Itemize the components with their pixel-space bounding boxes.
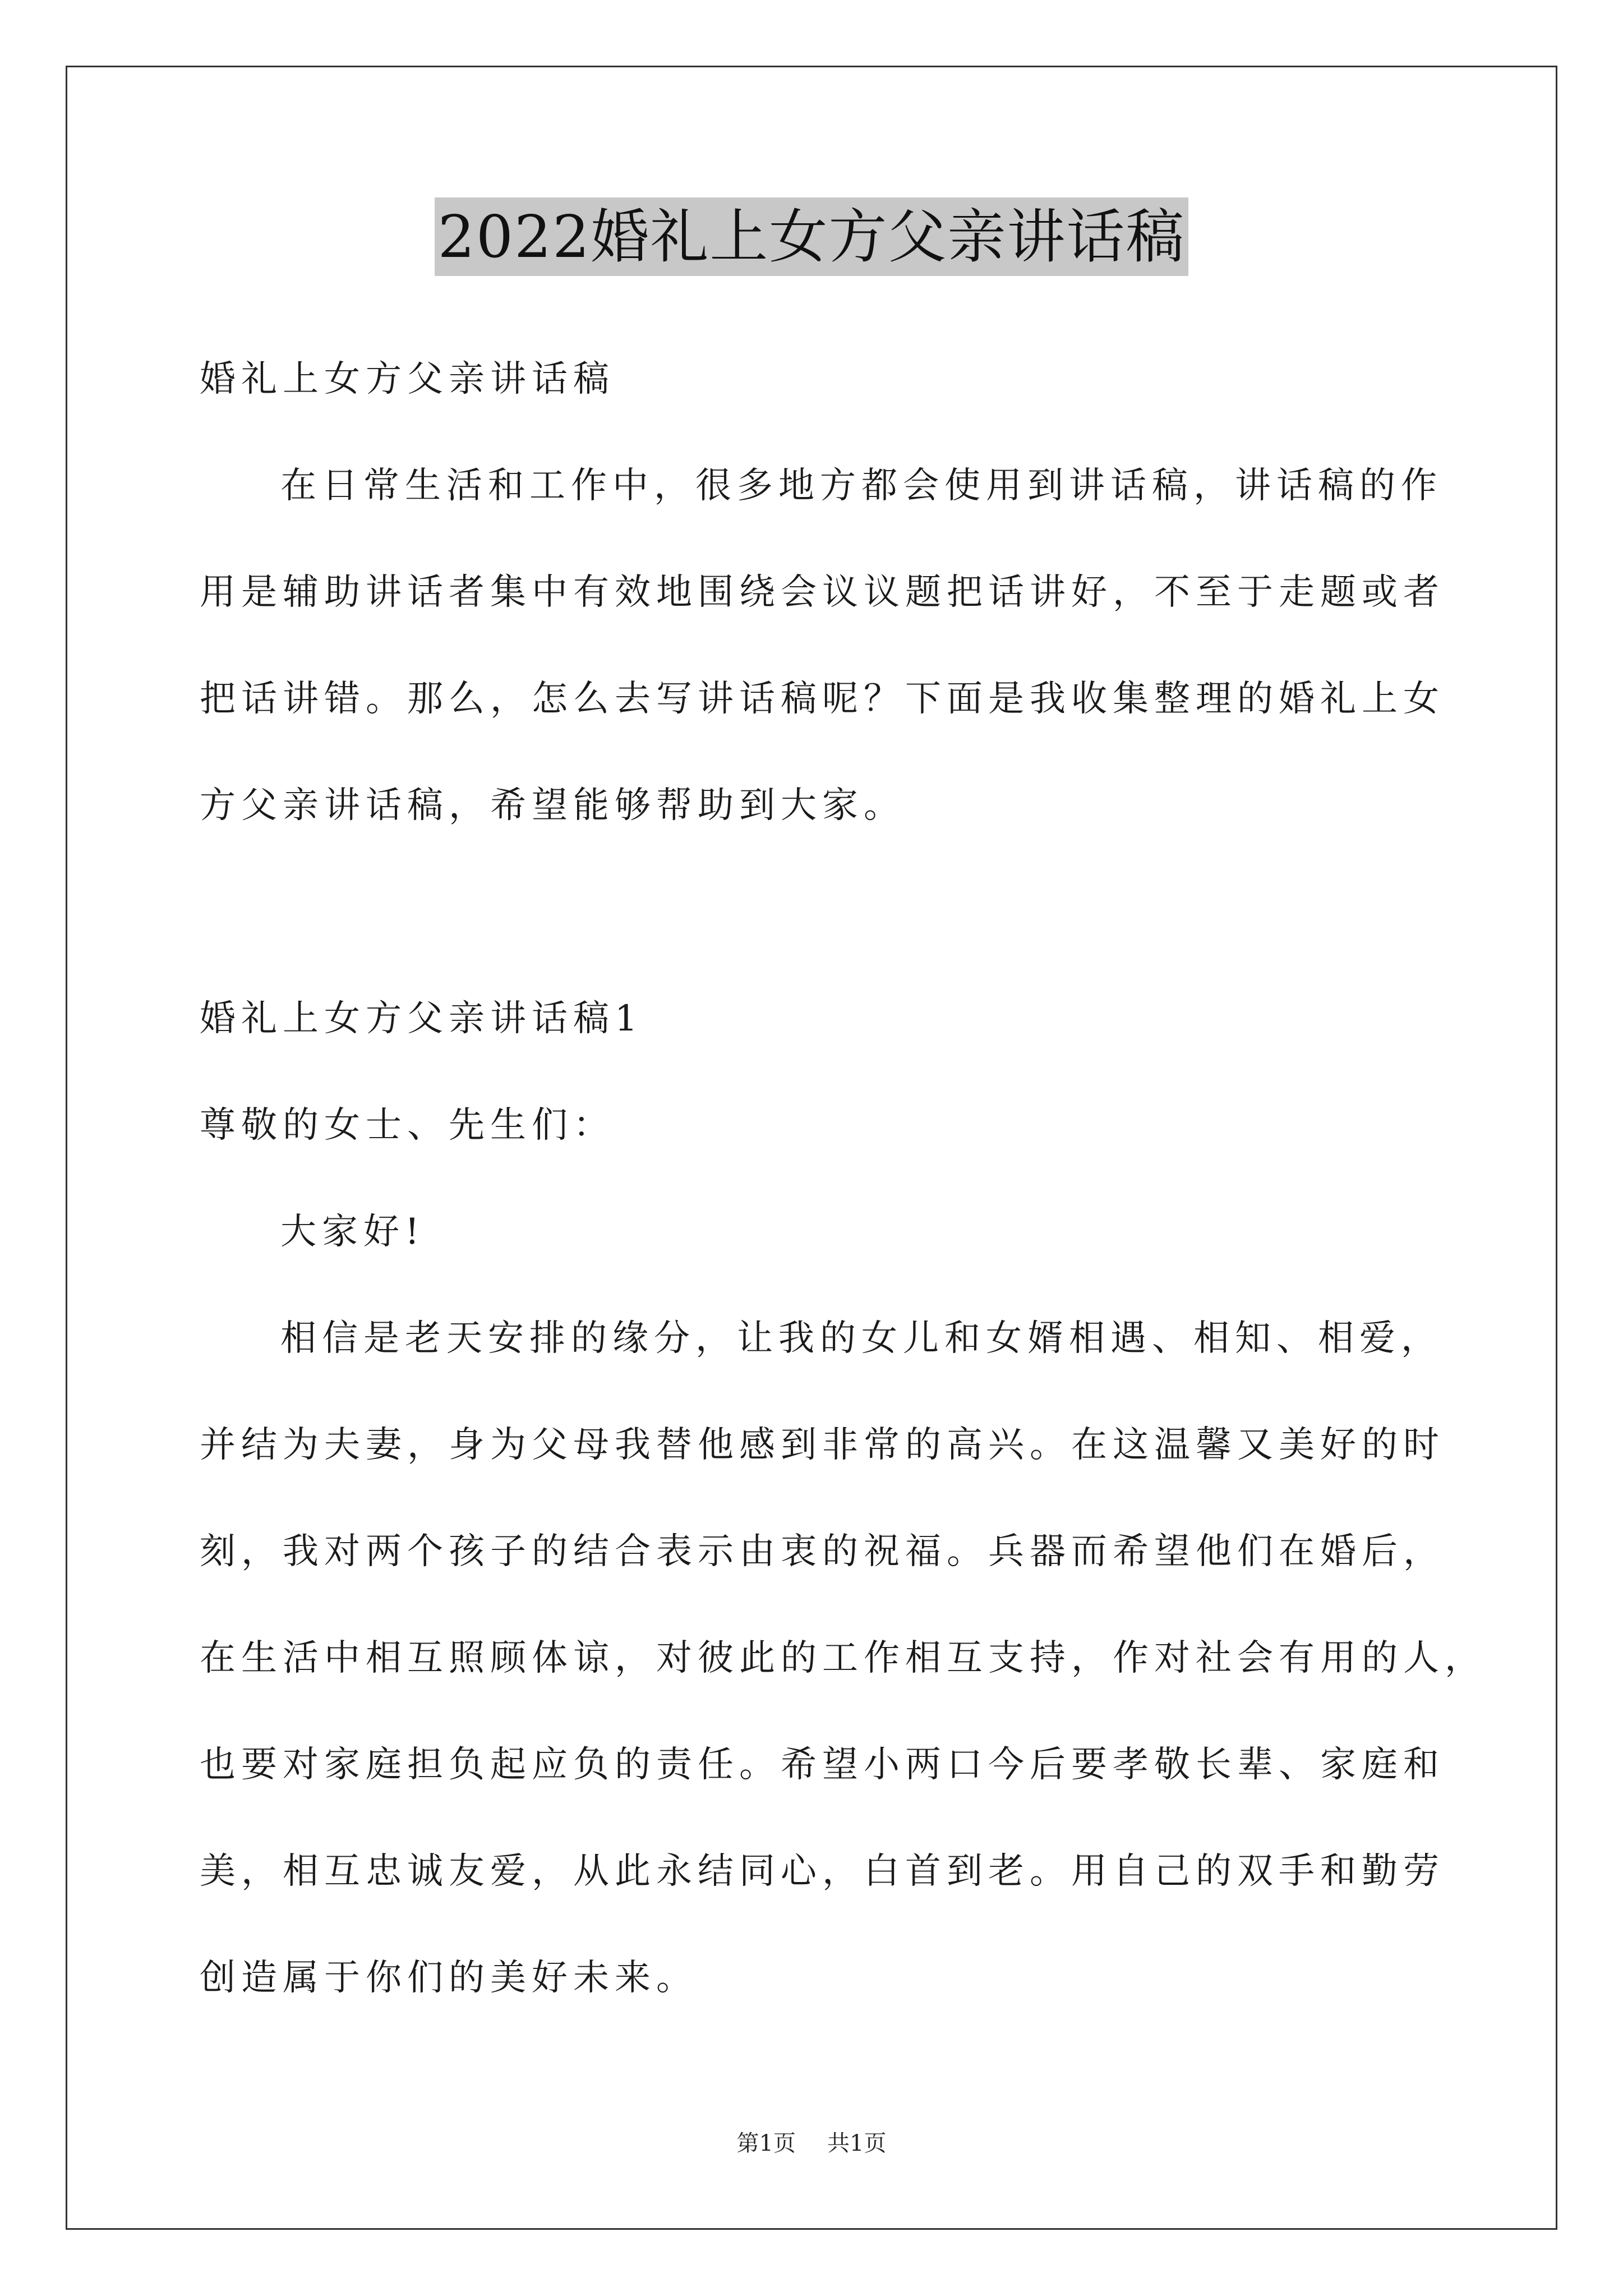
page-number: 第1页 <box>736 2131 796 2156</box>
page-footer <box>0 2129 1623 2157</box>
document-title: 2022婚礼上女方父亲讲话稿 <box>435 197 1189 276</box>
intro-line: 用是辅助讲话者集中有效地围绕会议议题把话讲好，不至于走题或者 <box>200 572 1445 613</box>
intro-line: 方父亲讲话稿，希望能够帮助到大家。 <box>200 785 905 826</box>
body-line: 美，相互忠诚友爱，从此永结同心，白首到老。用自己的双手和勤劳 <box>200 1851 1445 1892</box>
salutation: 尊敬的女士、先生们： <box>200 1105 615 1146</box>
body-line: 并结为夫妻，身为父母我替他感到非常的高兴。在这温馨又美好的时 <box>200 1424 1445 1466</box>
body-line: 刻，我对两个孩子的结合表示由衷的祝福。兵器而希望他们在婚后， <box>200 1531 1445 1572</box>
body-line: 也要对家庭担负起应负的责任。希望小两口今后要孝敬长辈、家庭和 <box>200 1744 1445 1786</box>
section-heading: 婚礼上女方父亲讲话稿1 <box>200 998 643 1039</box>
intro-line: 把话讲错。那么，怎么去写讲话稿呢？下面是我收集整理的婚礼上女 <box>200 678 1445 720</box>
intro-line: 在日常生活和工作中，很多地方都会使用到讲话稿，讲话稿的作 <box>280 465 1442 507</box>
greeting: 大家好! <box>280 1211 425 1253</box>
document-subtitle: 婚礼上女方父亲讲话稿 <box>200 358 615 400</box>
body-line: 创造属于你们的美好未来。 <box>200 1957 698 1999</box>
body-line: 相信是老天安排的缘分，让我的女儿和女婿相遇、相知、相爱， <box>280 1318 1442 1359</box>
page-total: 共1页 <box>827 2131 887 2156</box>
title-container <box>0 197 1623 276</box>
body-line: 在生活中相互照顾体谅，对彼此的工作相互支持，作对社会有用的人， <box>200 1637 1486 1679</box>
